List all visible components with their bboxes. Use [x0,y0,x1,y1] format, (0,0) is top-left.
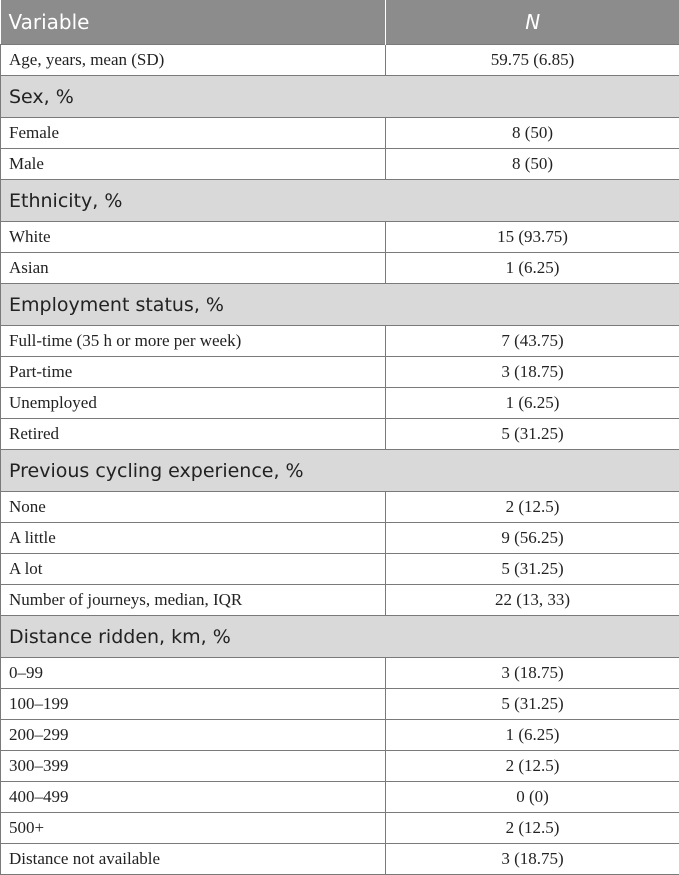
table-row [1,357,679,388]
row-label: A little [1,523,386,554]
row-value: 5 (31.25) [386,419,679,450]
column-header-n: N [386,0,679,45]
section-header-row [1,180,679,222]
row-value: 5 (31.25) [386,554,679,585]
row-value: 1 (6.25) [386,388,679,419]
table-row [1,585,679,616]
table-row [1,388,679,419]
row-label: Age, years, mean (SD) [1,45,386,76]
row-value: 0 (0) [386,782,679,813]
row-label: Asian [1,253,386,284]
row-value: 22 (13, 33) [386,585,679,616]
section-label: Ethnicity, % [1,180,679,222]
row-value: 8 (50) [386,149,679,180]
table-row [1,689,679,720]
section-header-row [1,76,679,118]
table-body [1,45,679,875]
row-label: Retired [1,419,386,450]
section-label: Distance ridden, km, % [1,616,679,658]
row-label: 300–399 [1,751,386,782]
column-header-variable: Variable [1,0,386,45]
row-label: Female [1,118,386,149]
row-label: 0–99 [1,658,386,689]
table-row [1,658,679,689]
table-row [1,813,679,844]
row-value: 5 (31.25) [386,689,679,720]
table-header-row [1,0,679,45]
table-row [1,782,679,813]
table-row [1,554,679,585]
table-row [1,45,679,76]
table-row [1,149,679,180]
row-label: White [1,222,386,253]
row-label: None [1,492,386,523]
row-label: Part-time [1,357,386,388]
row-label: Number of journeys, median, IQR [1,585,386,616]
table-row [1,720,679,751]
row-value: 59.75 (6.85) [386,45,679,76]
table-row [1,751,679,782]
row-label: 200–299 [1,720,386,751]
section-label: Sex, % [1,76,679,118]
row-label: Distance not available [1,844,386,875]
row-label: Full-time (35 h or more per week) [1,326,386,357]
table-row [1,326,679,357]
row-value: 3 (18.75) [386,658,679,689]
row-label: 100–199 [1,689,386,720]
table-row [1,492,679,523]
row-value: 2 (12.5) [386,813,679,844]
row-value: 8 (50) [386,118,679,149]
row-value: 2 (12.5) [386,751,679,782]
row-value: 3 (18.75) [386,357,679,388]
row-value: 7 (43.75) [386,326,679,357]
row-label: A lot [1,554,386,585]
table-row [1,844,679,875]
row-value: 2 (12.5) [386,492,679,523]
section-label: Employment status, % [1,284,679,326]
row-value: 15 (93.75) [386,222,679,253]
table-row [1,419,679,450]
table-row [1,253,679,284]
row-value: 1 (6.25) [386,253,679,284]
table-row [1,222,679,253]
row-label: 500+ [1,813,386,844]
section-label: Previous cycling experience, % [1,450,679,492]
row-label: Unemployed [1,388,386,419]
row-value: 3 (18.75) [386,844,679,875]
row-label: Male [1,149,386,180]
section-header-row [1,284,679,326]
table-row [1,118,679,149]
row-value: 9 (56.25) [386,523,679,554]
section-header-row [1,450,679,492]
table-row [1,523,679,554]
section-header-row [1,616,679,658]
row-label: 400–499 [1,782,386,813]
row-value: 1 (6.25) [386,720,679,751]
